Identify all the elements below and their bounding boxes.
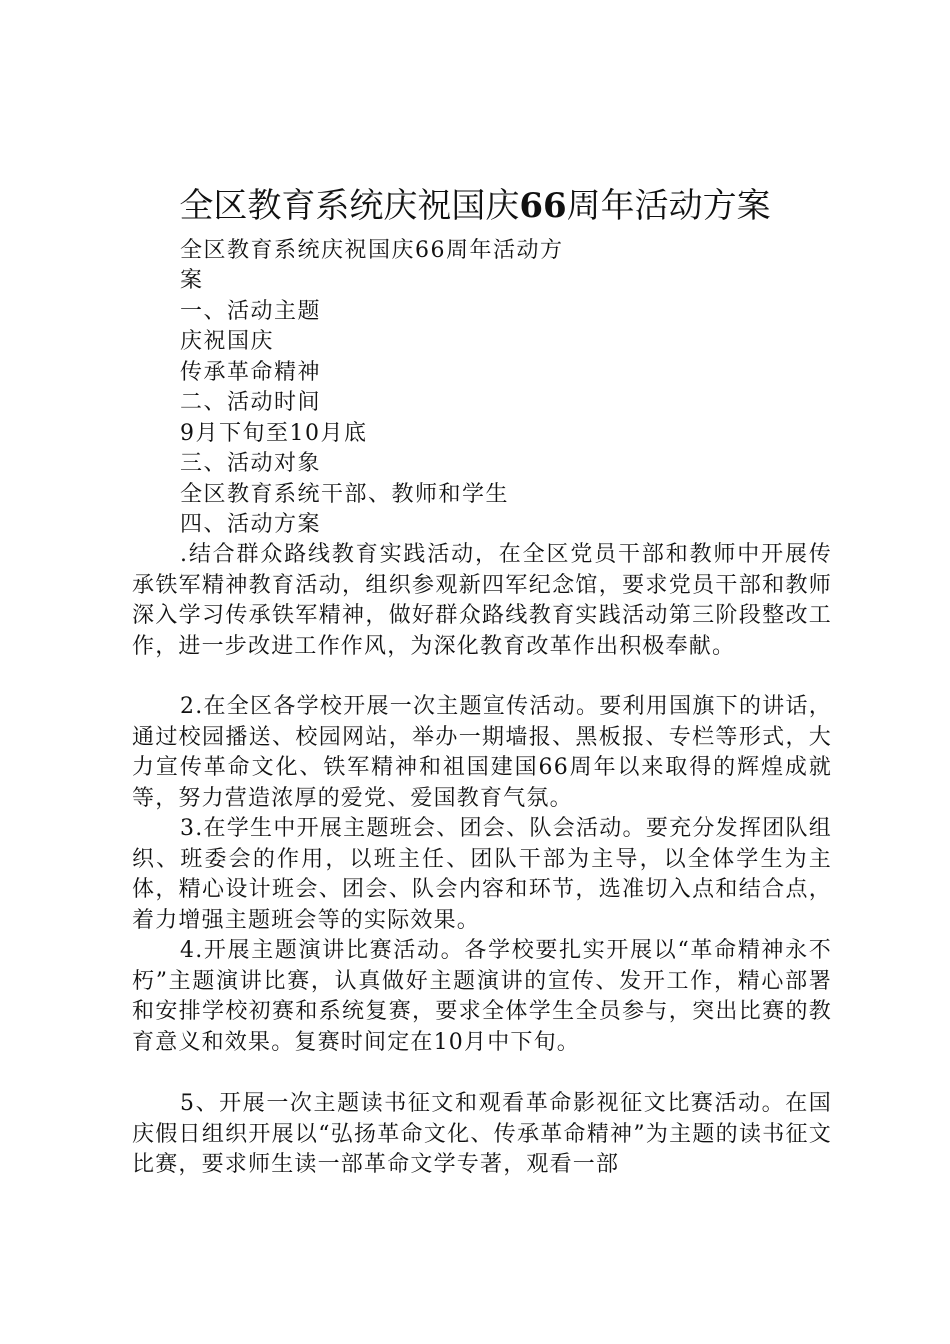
plan-paragraph-3: 3.在学生中开展主题班会、团会、队会活动。要充分发挥团队组织、班委会的作用，以班主任、团队干部为主导，以全体学生为主体，精心设计班会、团会、队会内容和环节，选准切入点和结合点，着力增强主题班会等的实际效果。 xyxy=(132,816,832,933)
plan-paragraph-1: .结合群众路线教育实践活动，在全区党员干部和教师中开展传承铁军精神教育活动，组织参观新四军纪念馆，要求党员干部和教师深入学习传承铁军精神，做好群众路线教育实践活动第三阶段整改工作，进一步改进工作作风，为深化教育改革作出积极奉献。 xyxy=(132,542,832,659)
subtitle-line-1: 全区教育系统庆祝国庆66周年活动方 xyxy=(180,238,564,263)
plan-paragraph-2: 2.在全区各学校开展一次主题宣传活动。要利用国旗下的讲话，通过校园播送、校园网站，举办一期墙报、黑板报、专栏等形式，大力宣传革命文化、铁军精神和祖国建国66周年以来取得的辉煌成就等，努力营造浓厚的爱党、爱国教育气氛。 xyxy=(132,694,832,811)
section-heading-plan: 四、活动方案 xyxy=(180,512,322,537)
section-heading-target: 三、活动对象 xyxy=(180,451,322,476)
section-heading-time: 二、活动时间 xyxy=(180,390,322,415)
subtitle-line-2: 案 xyxy=(180,268,204,293)
target-line: 全区教育系统干部、教师和学生 xyxy=(180,482,510,507)
title-number: 66 xyxy=(519,186,567,226)
theme-line-1: 庆祝国庆 xyxy=(180,329,275,354)
document-title: 全区教育系统庆祝国庆66周年活动方案 xyxy=(179,186,771,226)
section-heading-theme: 一、活动主题 xyxy=(180,299,322,324)
plan-paragraph-4: 4.开展主题演讲比赛活动。各学校要扎实开展以“革命精神永不朽”主题演讲比赛，认真做好主题演讲的宣传、发开工作，精心部署和安排学校初赛和系统复赛，要求全体学生全员参与，突出比赛的教育意义和效果。复赛时间定在10月中下旬。 xyxy=(132,938,832,1055)
plan-paragraph-5: 5、开展一次主题读书征文和观看革命影视征文比赛活动。在国庆假日组织开展以“弘扬革命文化、传承革命精神”为主题的读书征文比赛，要求师生读一部革命文学专著，观看一部 xyxy=(132,1091,832,1177)
time-line: 9月下旬至10月底 xyxy=(180,421,368,446)
theme-line-2: 传承革命精神 xyxy=(180,360,322,385)
